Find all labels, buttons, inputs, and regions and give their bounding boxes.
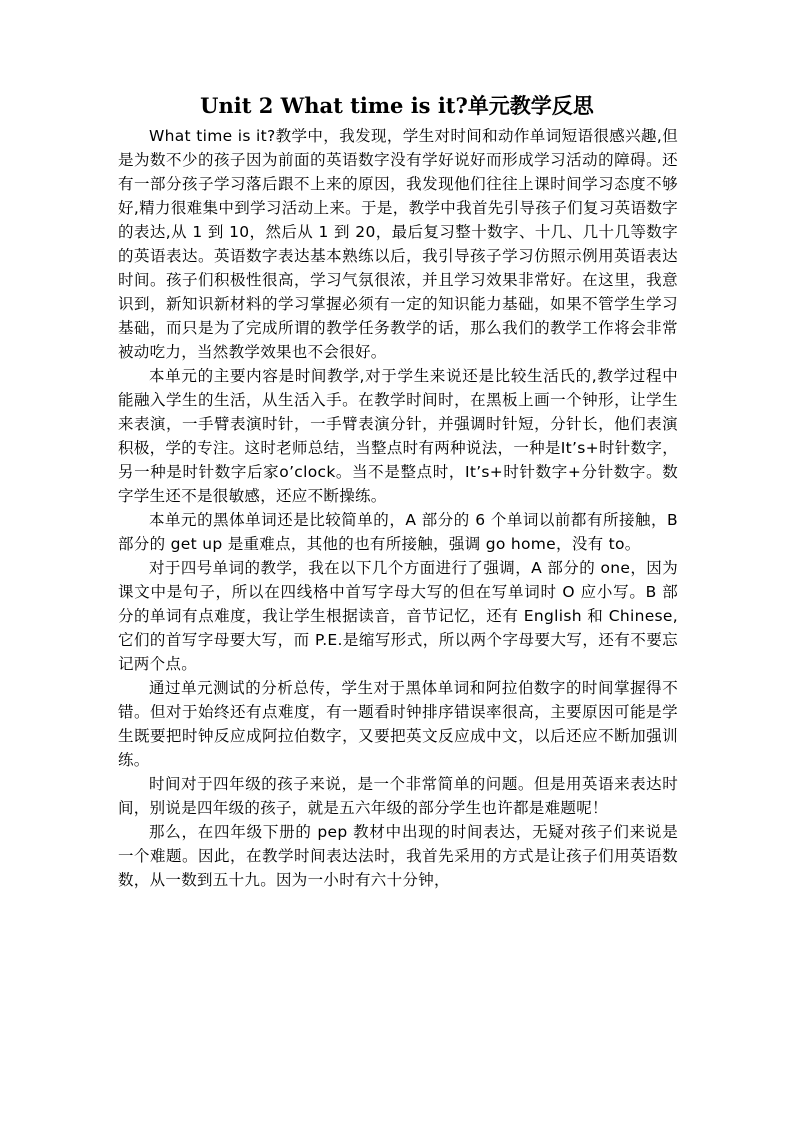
paragraph-2: 本单元的主要内容是时间教学,对于学生来说还是比较生活氏的,教学过程中能融入学生的生活，从生活入手。在教学时间时，在黑板上画一个钟形，让学生来表演，一手臂表演时针，一手臂表演分针，并强调时针短，分针长，他们表演积极，学的专注。这时老师总结，当整点时有两种说法，一种是It’s+时针数字，另一种是时针数字后家o’clock。当不是整点时，It’s+时针数字+分针数字。数字学生还不是很敏感，还应不断操练。	[118, 367, 678, 505]
document-title: Unit 2 What time is it?单元教学反思	[200, 93, 594, 118]
paragraph-5: 通过单元测试的分析总传，学生对于黑体单词和阿拉伯数字的时间掌握得不错。但对于始终还有点难度，有一题看时钟排序错误率很高，主要原因可能是学生既要把时钟反应成阿拉伯数字，又要把英文反应成中文，以后还应不断加强训练。	[118, 679, 678, 769]
paragraph-3: 本单元的黑体单词还是比较简单的，A 部分的 6 个单词以前都有所接触，B 部分的 get up 是重难点，其他的也有所接触，强调 go home，没有 to。	[118, 511, 678, 553]
paragraph-7: 那么，在四年级下册的 pep 教材中出现的时间表达，无疑对孩子们来说是一个难题。因此，在教学时间表达法时，我首先采用的方式是让孩子们用英语数数，从一数到五十九。因为一小时有六十分钟，	[118, 823, 678, 889]
document-body	[118, 124, 678, 892]
paragraph-1: What time is it?教学中，我发现，学生对时间和动作单词短语很感兴趣,但是为数不少的孩子因为前面的英语数字没有学好说好而形成学习活动的障碍。还有一部分孩子学习落后跟不上来的原因，我发现他们往往上课时间学习态度不够好,精力很难集中到学习活动上来。于是，教学中我首先引导孩子们复习英语数字的表达,从 1 到 10，然后从 1 到 20，最后复习整十数字、十几、几十几等数字的英语表达。英语数字表达基本熟练以后，我引导孩子学习仿照示例用英语表达时间。孩子们积极性很高，学习气氛很浓，并且学习效果非常好。在这里，我意识到，新知识新材料的学习掌握必须有一定的知识能力基础，如果不管学生学习基础，而只是为了完成所谓的教学任务教学的话，那么我们的教学工作将会非常被动吃力，当然教学效果也不会很好。	[118, 127, 678, 361]
paragraph-6: 时间对于四年级的孩子来说，是一个非常简单的问题。但是用英语来表达时间，别说是四年级的孩子，就是五六年级的部分学生也许都是难题呢！	[118, 775, 678, 817]
paragraph-4: 对于四号单词的教学，我在以下几个方面进行了强调，A 部分的 one，因为课文中是句子，所以在四线格中首写字母大写的但在写单词时 O 应小写。B 部分的单词有点难度，我让学生根据读音，音节记忆，还有 English 和 Chinese,它们的首写字母要大写，而 P.E.是缩写形式，所以两个字母要大写，还有不要忘记两个点。	[118, 559, 678, 673]
